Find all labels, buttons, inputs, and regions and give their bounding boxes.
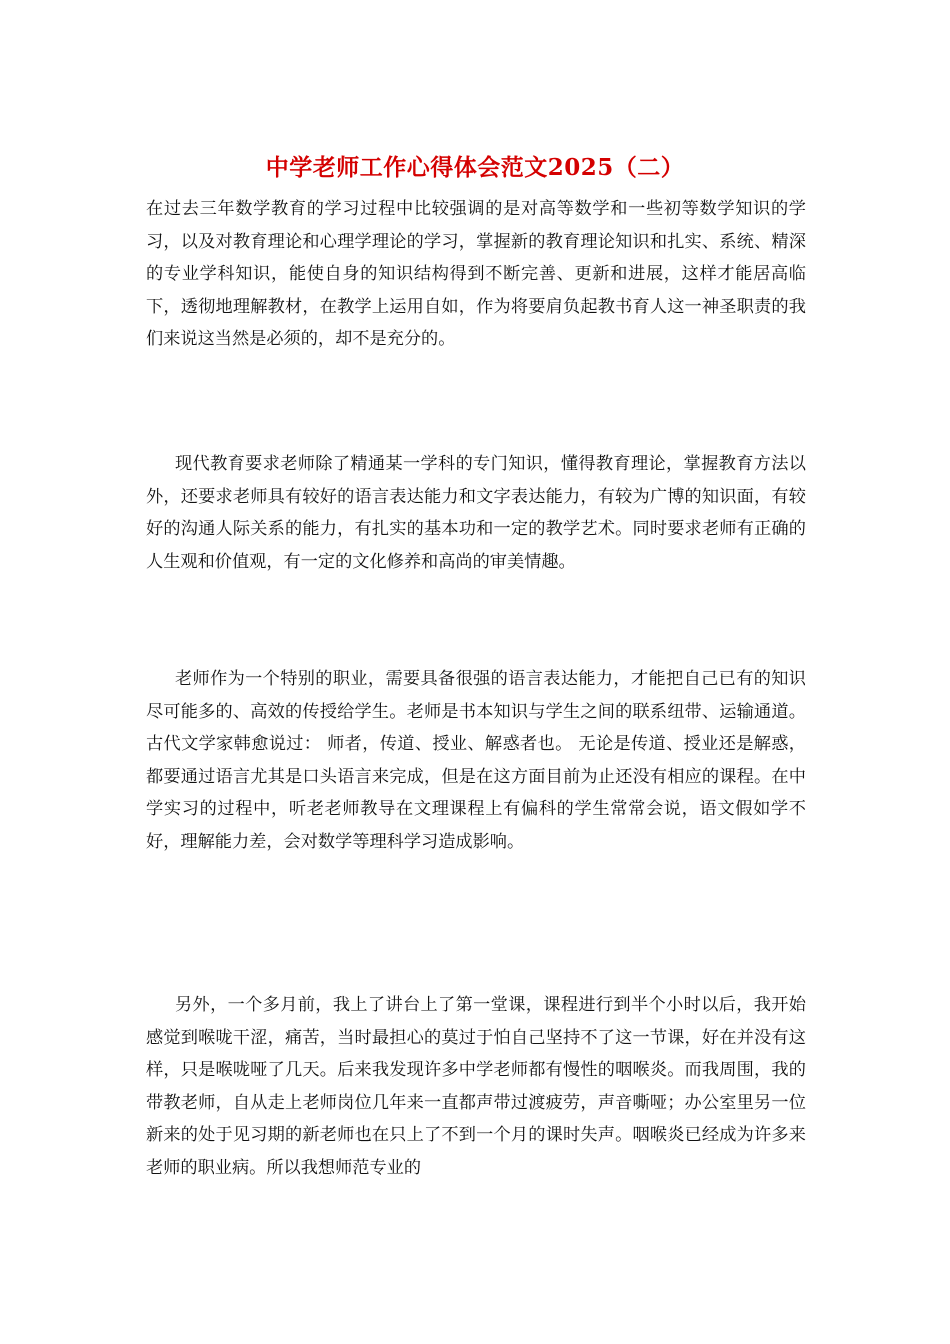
paragraph-3: 老师作为一个特别的职业，需要具备很强的语言表达能力，才能把自己已有的知识尽可能多的、高效的传授给学生。老师是书本知识与学生之间的联系纽带、运输通道。古代文学家韩愈说过： 师者，传道、授业、解惑者也。 无论是传道、授业还是解惑，都要通过语言尤其是口头语言来完成，但是在这方面目前为止还没有相应的课程。在中学实习的过程中，听老老师教导在文理课程上有偏科的学生常常会说，语文假如学不好，理解能力差，会对数学等理科学习造成影响。: [146, 669, 806, 852]
paragraph-1: 在过去三年数学教育的学习过程中比较强调的是对高等数学和一些初等数学知识的学习，以及对教育理论和心理学理论的学习，掌握新的教育理论知识和扎实、系统、精深的专业学科知识，能使自身的知识结构得到不断完善、更新和进展，这样才能居高临下，透彻地理解教材，在教学上运用自如，作为将要肩负起教书育人这一神圣职责的我们来说这当然是必须的，却不是充分的。: [146, 199, 806, 350]
document-title: 中学老师工作心得体会范文2025（二）: [265, 154, 685, 181]
paragraph-2: 现代教育要求老师除了精通某一学科的专门知识，懂得教育理论，掌握教育方法以外，还要求老师具有较好的语言表达能力和文字表达能力，有较为广博的知识面，有较好的沟通人际关系的能力，有扎实的基本功和一定的教学艺术。同时要求老师有正确的人生观和价值观，有一定的文化修养和高尚的审美情趣。: [146, 454, 806, 572]
paragraph-4: 另外，一个多月前，我上了讲台上了第一堂课，课程进行到半个小时以后，我开始感觉到喉咙干涩，痛苦，当时最担心的莫过于怕自己坚持不了这一节课，好在并没有这样，只是喉咙哑了几天。后来我发现许多中学老师都有慢性的咽喉炎。而我周围，我的带教老师，自从走上老师岗位几年来一直都声带过渡疲劳，声音嘶哑；办公室里另一位新来的处于见习期的新老师也在只上了不到一个月的课时失声。咽喉炎已经成为许多来老师的职业病。所以我想师范专业的: [146, 995, 806, 1178]
